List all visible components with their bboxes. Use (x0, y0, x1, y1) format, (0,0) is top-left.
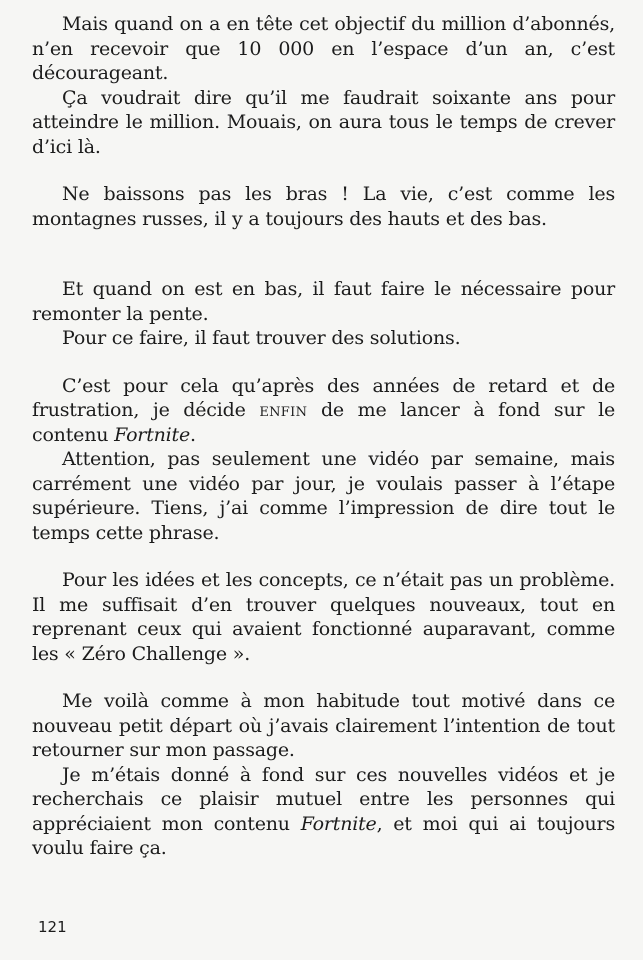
paragraph-text: Attention, pas seulement une vidéo par semaine, mais carrément une vidéo par jour, je voulais passer à l’étape supérieure. Tiens, j’ai comme l’impression de dire tout le temps cette phrase. (32, 448, 615, 544)
page-number: 121 (38, 918, 67, 936)
paragraph-text: Me voilà comme à mon habitude tout motivé dans ce nouveau petit départ où j’avais clairement l’intention de tout retourner sur mon passage. (32, 690, 615, 761)
paragraph-text: , et moi qui ai toujours voulu faire ça. (32, 812, 615, 859)
paragraph-text: Ne baissons pas les bras ! La vie, c’est comme les montagnes russes, il y a toujours des hauts et des bas. (32, 183, 615, 230)
paragraph-text: Ça voudrait dire qu’il me faudrait soixante ans pour atteindre le million. Mouais, on aura tous le temps de crever d’ici là. (32, 86, 615, 158)
paragraph-3 (32, 182, 615, 231)
paragraph-text: de me lancer à fond sur le contenu (32, 399, 615, 446)
paragraph-text: Pour les idées et les concepts, ce n’était pas un problème. Il me suffisait d’en trouver quelques nouveaux, tout en reprenant ceux qui avaient fonctionné auparavant, comme les « Zéro Challenge ». (32, 569, 615, 665)
paragraph-5 (32, 326, 615, 351)
paragraph-10 (32, 763, 615, 861)
paragraph-6 (32, 374, 615, 448)
paragraph-text: . (190, 423, 196, 446)
paragraph-9 (32, 689, 615, 763)
paragraph-text: Pour ce faire, il faut trouver des solutions. (62, 327, 461, 349)
smallcaps-emphasis: enfin (259, 399, 308, 421)
paragraph-text: Et quand on est en bas, il faut faire le nécessaire pour remonter la pente. (32, 278, 615, 325)
paragraph-4 (32, 277, 615, 326)
book-page (32, 12, 615, 861)
paragraph-text: C’est pour cela qu’après des années de retard et de frustration, je décide (32, 374, 615, 421)
paragraph-7 (32, 447, 615, 545)
italic-title: Fortnite (114, 423, 191, 446)
paragraph-text: Je m’étais donné à fond sur ces nouvelles vidéos et je recherchais ce plaisir mutuel entre les personnes qui appréciaient mon contenu (32, 763, 615, 835)
italic-title: Fortnite (300, 812, 377, 835)
paragraph-text: Mais quand on a en tête cet objectif du million d’abonnés, n’en recevoir que 10 000 en l’espace d’un an, c’est décourageant. (32, 13, 615, 84)
paragraph-2 (32, 86, 615, 160)
paragraph-8 (32, 568, 615, 666)
paragraph-1 (32, 12, 615, 86)
